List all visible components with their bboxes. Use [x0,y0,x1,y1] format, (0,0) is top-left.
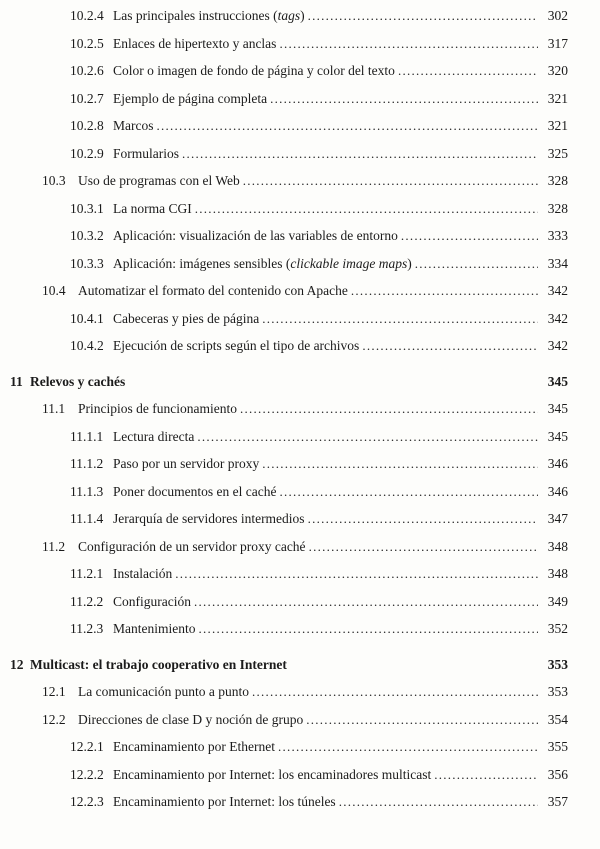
entry-title: Uso de programas con el Web [78,173,240,188]
entry-number: 10.2.5 [70,35,104,51]
toc-entry [10,657,568,685]
entry-page: 334 [547,255,568,271]
toc-entry [10,173,568,201]
toc-entry [10,401,568,429]
entry-number: 10.3.1 [70,200,104,216]
entry-title: Poner documentos en el caché [113,483,277,499]
dot-leader [306,712,538,728]
dot-leader [175,566,538,582]
dot-leader [197,429,538,445]
entry-page: 348 [547,566,568,581]
entry-title: Formularios [113,145,179,161]
entry-page: 325 [547,145,568,161]
dot-leader [195,201,538,217]
entry-number: 11.1.1 [70,428,104,444]
entry-page: 328 [547,173,568,188]
toc-entry [10,374,568,402]
entry-page: 346 [547,483,568,499]
toc-entry [10,484,568,512]
entry-title: Ejecución de scripts según el tipo de archivos [113,338,360,353]
entry-page: 317 [547,35,568,51]
dot-leader [339,794,538,810]
dot-leader [309,539,538,555]
entry-number: 11.1.2 [70,456,104,471]
entry-title: Lectura directa [113,428,195,444]
toc-entry [10,621,568,649]
dot-leader [362,338,538,354]
entry-number: 10.2.6 [70,63,104,78]
entry-page: 345 [547,373,568,389]
entry-number: 10.4 [42,283,66,298]
dot-leader [415,256,538,272]
entry-number: 11.1 [42,401,66,416]
dot-leader [270,91,538,107]
dot-leader [198,621,538,637]
dot-leader [279,484,538,500]
toc-entry [10,146,568,174]
dot-leader [252,684,538,700]
toc-entry [10,311,568,339]
toc-entry [10,539,568,567]
entry-title: Configuración de un servidor proxy caché [78,538,306,554]
entry-page: 302 [547,8,568,23]
dot-leader [243,173,538,189]
toc-entry [10,36,568,64]
entry-number: 10.3.2 [70,228,104,243]
entry-title: Cabeceras y pies de página [113,310,260,326]
entry-title: Automatizar el formato del contenido con Apache [78,283,348,298]
toc-entry [10,511,568,539]
entry-title: Instalación [113,566,173,581]
entry-title: Encaminamiento por Internet: los encaminadores multicast [113,766,432,782]
entry-number: 10.2.7 [70,90,104,106]
entry-number: 11.1.3 [70,483,104,499]
entry-title: Encaminamiento por Ethernet [113,739,275,754]
toc-entry [10,684,568,712]
entry-title: La comunicación punto a punto [78,684,249,699]
entry-page: 354 [547,711,568,727]
entry-title: Aplicación: visualización de las variables de entorno [113,228,398,243]
entry-number: 11.1.4 [70,511,104,526]
dot-leader [182,146,538,162]
entry-title: Relevos y cachés [30,373,126,389]
entry-title-after: ) [300,8,305,23]
entry-title: La norma CGI [113,200,192,216]
entry-page: 349 [547,593,568,609]
entry-page: 356 [547,766,568,782]
entry-page: 348 [547,538,568,554]
toc-entry [10,338,568,366]
dot-leader [279,36,538,52]
entry-title: Enlaces de hipertexto y anclas [113,35,277,51]
entry-page: 345 [547,428,568,444]
entry-title: Jerarquía de servidores intermedios [113,511,305,526]
entry-title-after: ) [407,255,412,271]
toc-entry [10,256,568,284]
entry-page: 328 [547,200,568,216]
entry-number: 10.2.4 [70,8,104,23]
entry-number: 10.4.2 [70,338,104,353]
entry-number: 12.2.3 [70,794,104,809]
toc-entry [10,456,568,484]
entry-number: 12.1 [42,684,66,699]
toc-entry [10,228,568,256]
entry-title-italic: clickable image maps [290,255,408,271]
entry-number: 11.2 [42,538,66,554]
entry-page: 353 [547,684,568,699]
entry-title: Color o imagen de fondo de página y color del texto [113,63,395,78]
toc-entry [10,63,568,91]
toc-list [10,8,568,822]
toc-entry [10,91,568,119]
entry-title: Encaminamiento por Internet: los túneles [113,794,336,809]
toc-entry [10,118,568,146]
entry-title-italic: tags [277,8,301,23]
entry-number: 12.2.1 [70,739,104,754]
dot-leader [401,228,538,244]
dot-leader [308,511,538,527]
entry-page: 355 [547,739,568,754]
entry-number: 10.4.1 [70,310,104,326]
toc-entry [10,712,568,740]
entry-number: 10.3 [42,173,66,188]
entry-page: 333 [547,228,568,243]
dot-leader [434,767,538,783]
dot-leader [351,283,538,299]
entry-page: 342 [547,283,568,298]
entry-number: 12.2 [42,711,66,727]
dot-leader [157,118,539,134]
entry-title: Ejemplo de página completa [113,90,268,106]
entry-page: 352 [547,621,568,636]
entry-page: 342 [547,338,568,353]
toc-entry [10,739,568,767]
entry-number: 12.2.2 [70,766,104,782]
entry-page: 357 [547,794,568,809]
entry-number: 11.2.3 [70,621,104,636]
dot-leader [194,594,538,610]
toc-entry [10,201,568,229]
toc-entry [10,283,568,311]
entry-page: 321 [547,90,568,106]
entry-title: Direcciones de clase D y noción de grupo [78,711,304,727]
entry-number: 10.2.8 [70,118,104,133]
entry-title: Paso por un servidor proxy [113,456,260,471]
dot-leader [262,311,538,327]
entry-page: 347 [547,511,568,526]
entry-title: Mantenimiento [113,621,196,636]
entry-number: 10.3.3 [70,255,104,271]
dot-leader [398,63,538,79]
toc-entry [10,794,568,822]
toc-entry [10,767,568,795]
toc-entry [10,594,568,622]
entry-page: 342 [547,310,568,326]
entry-title: Configuración [113,593,191,609]
dot-leader [308,8,538,24]
entry-title: Marcos [113,118,154,133]
entry-page: 346 [547,456,568,471]
toc-entry [10,566,568,594]
entry-page: 320 [547,63,568,78]
dot-leader [262,456,538,472]
entry-page: 353 [547,656,568,672]
entry-number: 11.2.1 [70,566,104,581]
dot-leader [278,739,538,755]
entry-title: Las principales instrucciones ( [113,8,278,23]
dot-leader [240,401,538,417]
entry-title: Principios de funcionamiento [78,401,237,416]
toc-entry [10,429,568,457]
entry-number: 11 [10,373,23,389]
entry-number: 12 [10,656,24,672]
entry-title: Aplicación: imágenes sensibles ( [113,255,291,271]
entry-page: 321 [547,118,568,133]
entry-page: 345 [547,401,568,416]
entry-title: Multicast: el trabajo cooperativo en Internet [30,656,287,672]
entry-number: 11.2.2 [70,593,104,609]
entry-number: 10.2.9 [70,145,104,161]
toc-entry [10,8,568,36]
